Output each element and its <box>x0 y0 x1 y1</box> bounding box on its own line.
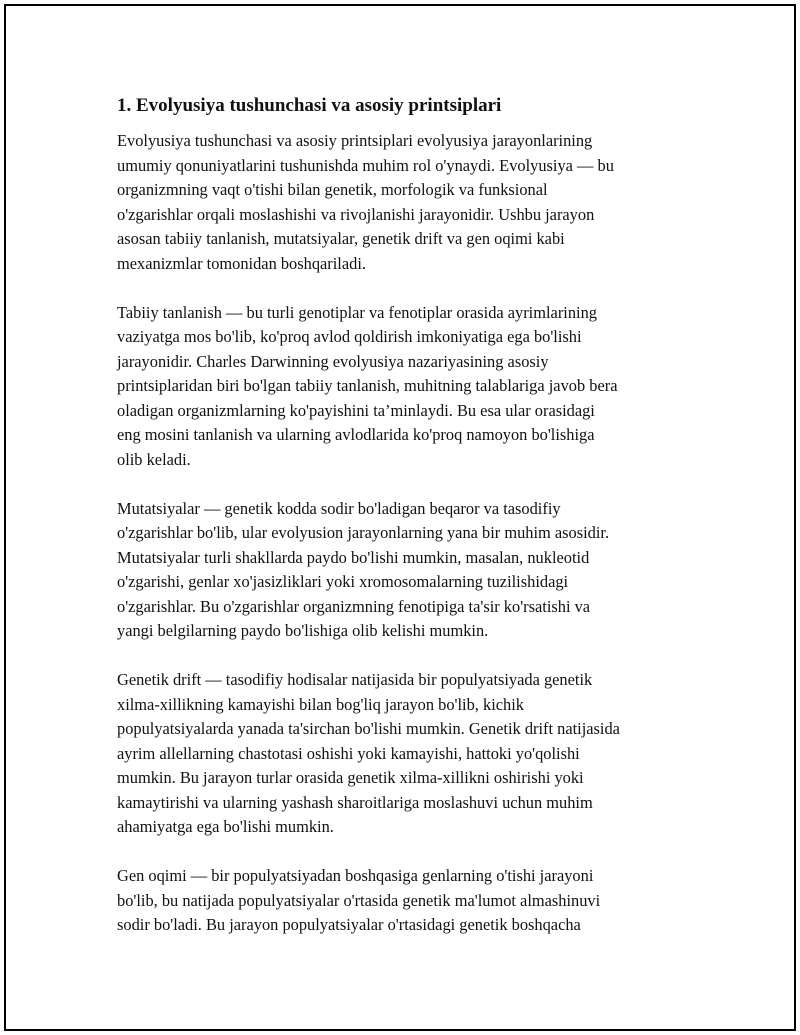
paragraph-line: Mutatsiyalar turli shakllarda paydo bo'lishi mumkin, masalan, nukleotid <box>117 547 590 567</box>
document-body <box>117 93 697 962</box>
paragraph-line: xilma-xillikning kamayishi bilan bog'liq jarayon bo'lib, kichik <box>117 694 524 714</box>
paragraph-line: Tabiiy tanlanish — bu turli genotiplar va fenotiplar orasida ayrimlarining <box>117 302 597 322</box>
paragraph <box>117 668 697 840</box>
paragraph-line: kamaytirishi va ularning yashash sharoitlariga moslashuvi uchun muhim <box>117 792 593 812</box>
paragraph-line: vaziyatga mos bo'lib, ko'proq avlod qoldirish imkoniyatiga ega bo'lishi <box>117 327 582 346</box>
paragraph-line: yangi belgilarning paydo bo'lishiga olib kelishi mumkin. <box>117 621 489 640</box>
paragraph-line: olib keladi. <box>117 449 191 469</box>
paragraph <box>117 301 697 473</box>
paragraph-line: Mutatsiyalar — genetik kodda sodir bo'ladigan beqaror va tasodifiy <box>117 498 561 518</box>
paragraph <box>117 497 697 644</box>
paragraph-line: eng mosini tanlanish va ularning avlodlarida ko'proq namoyon bo'lishiga <box>117 425 595 444</box>
paragraph-line: bo'lib, bu natijada populyatsiyalar o'rtasida genetik ma'lumot almashinuvi <box>117 890 601 910</box>
paragraph-line: o'zgarishi, genlar xo'jasizliklari yoki xromosomalarning tuzilishidagi <box>117 572 569 591</box>
paragraph-line: o'zgarishlar bo'lib, ular evolyusion jarayonlarning yana bir muhim asosidir. <box>117 523 610 542</box>
paragraph-line: ayrim allellarning chastotasi oshishi yoki kamayishi, hattoki yo'qolishi <box>117 743 580 763</box>
paragraph-line: Genetik drift — tasodifiy hodisalar natijasida bir populyatsiyada genetik <box>117 670 593 689</box>
paragraph-line: printsiplaridan biri bo'lgan tabiiy tanlanish, muhitning talablariga javob bera <box>117 376 618 395</box>
paragraph-line: Evolyusiya tushunchasi va asosiy printsiplari evolyusiya jarayonlarining <box>117 131 593 150</box>
paragraph-line: o'zgarishlar. Bu o'zgarishlar organizmning fenotipiga ta'sir ko'rsatishi va <box>117 596 591 616</box>
paragraph <box>117 129 697 276</box>
paragraph-line: jarayonidir. Charles Darwinning evolyusiya nazariyasining asosiy <box>117 351 549 371</box>
paragraph-line: Gen oqimi — bir populyatsiyadan boshqasiga genlarning o'tishi jarayoni <box>117 866 594 885</box>
paragraph-line: organizmning vaqt o'tishi bilan genetik, morfologik va funksional <box>117 180 548 199</box>
paragraph-line: mexanizmlar tomonidan boshqariladi. <box>117 253 366 273</box>
paragraph <box>117 864 697 938</box>
paragraph-line: asosan tabiiy tanlanish, mutatsiyalar, genetik drift va gen oqimi kabi <box>117 229 565 248</box>
paragraph-list <box>117 129 697 938</box>
paragraph-line: umumiy qonuniyatlarini tushunishda muhim rol o'ynaydi. Evolyusiya — bu <box>117 155 614 175</box>
paragraph-line: mumkin. Bu jarayon turlar orasida genetik xilma-xillikni oshirishi yoki <box>117 768 584 787</box>
paragraph-line: populyatsiyalarda yanada ta'sirchan bo'lishi mumkin. Genetik drift natijasida <box>117 719 620 738</box>
paragraph-line: ahamiyatga ega bo'lishi mumkin. <box>117 817 334 836</box>
section-heading: 1. Evolyusiya tushunchasi va asosiy printsiplari <box>117 95 502 116</box>
paragraph-line: o'zgarishlar orqali moslashishi va rivojlanishi jarayonidir. Ushbu jarayon <box>117 204 595 224</box>
paragraph-line: oladigan organizmlarning ko'payishini ta’minlaydi. Bu esa ular orasidagi <box>117 400 595 420</box>
paragraph-line: sodir bo'ladi. Bu jarayon populyatsiyalar o'rtasidagi genetik boshqacha <box>117 915 581 934</box>
